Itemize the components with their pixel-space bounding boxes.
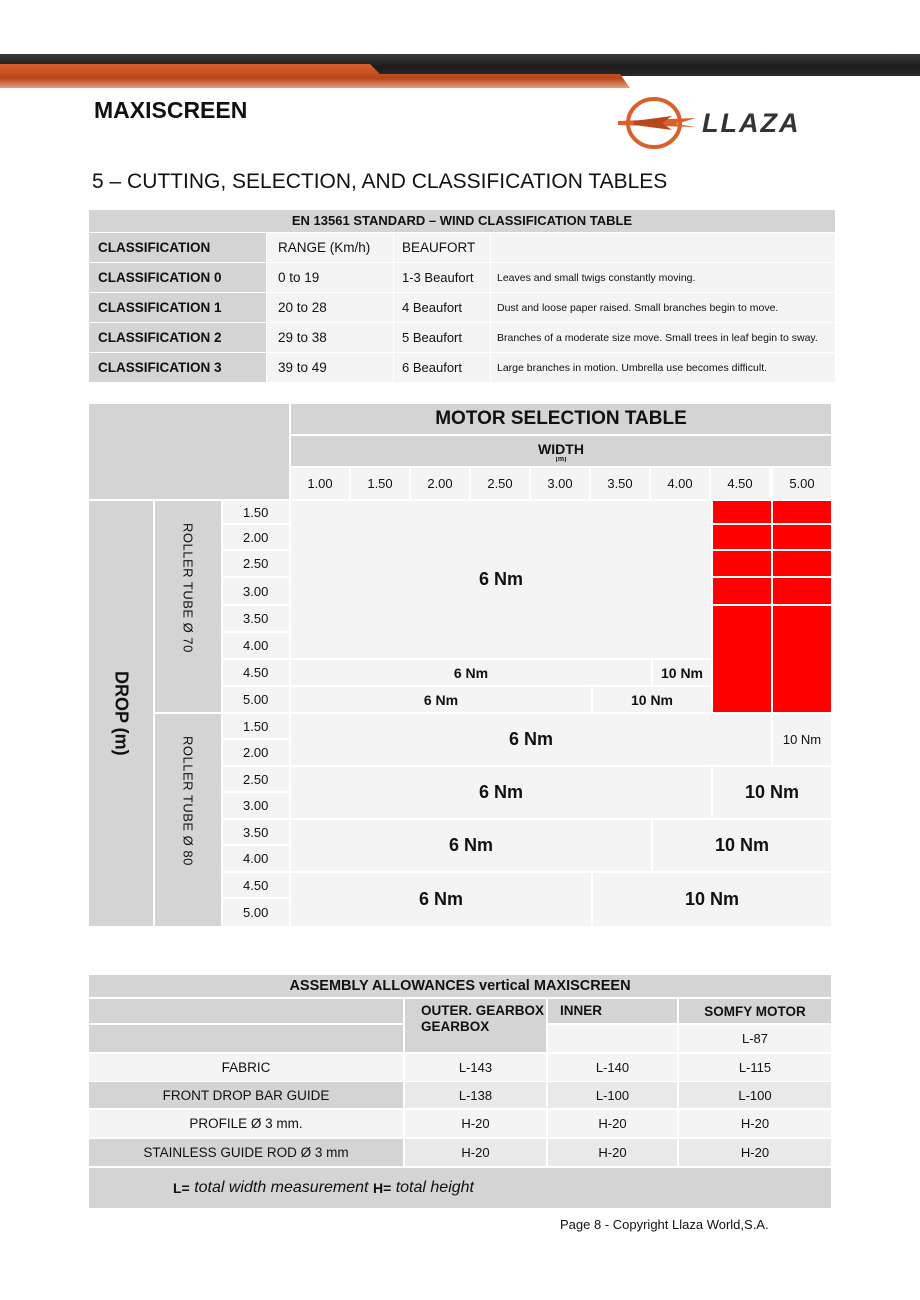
not-available-cell (713, 501, 771, 523)
col-inner: INNER (548, 999, 677, 1023)
assembly-row-somfy: H-20 (679, 1110, 831, 1137)
table-row (89, 353, 835, 382)
wind-range: 29 to 38 (267, 323, 393, 352)
width-value: 4.00 (651, 468, 709, 499)
assembly-row-outer: L-143 (405, 1054, 546, 1081)
motor-selection-table (89, 404, 831, 926)
motor-table-title: MOTOR SELECTION TABLE (291, 404, 831, 434)
width-value: 5.00 (773, 468, 831, 499)
wind-description: Branches of a moderate size move. Small trees in leaf begin to sway. (491, 323, 835, 352)
assembly-row-label: FABRIC (89, 1054, 403, 1081)
motor-corner-cell (89, 404, 289, 499)
assembly-row-somfy: L-115 (679, 1054, 831, 1081)
drop-value: 1.50 (223, 501, 289, 523)
torque-cell: 10 Nm (713, 767, 831, 818)
assembly-subheader-empty (89, 1025, 403, 1052)
torque-cell: 6 Nm (291, 687, 591, 712)
assembly-header-empty (89, 999, 403, 1023)
not-available-cell (773, 501, 831, 523)
wind-description: Dust and loose paper raised. Small branches begin to move. (491, 293, 835, 322)
llaza-logo (616, 94, 836, 152)
assembly-legend (89, 1168, 831, 1208)
width-unit: (m) (555, 456, 567, 462)
drop-value: 3.00 (223, 793, 289, 818)
torque-cell: 6 Nm (291, 767, 711, 818)
drop-value: 4.50 (223, 660, 289, 685)
wind-range: 20 to 28 (267, 293, 393, 322)
drop-value: 3.00 (223, 578, 289, 604)
table-row (89, 293, 835, 322)
wind-range: 39 to 49 (267, 353, 393, 382)
not-available-cell (713, 551, 771, 576)
assembly-row-inner: H-20 (548, 1110, 677, 1137)
header-decorative-bar (0, 54, 920, 88)
legend-h-text: total height (395, 1179, 474, 1196)
not-available-cell (773, 578, 831, 604)
table-row (89, 263, 835, 292)
assembly-row-somfy: H-20 (679, 1139, 831, 1166)
page-footer: Page 8 - Copyright Llaza World,S.A. (560, 1217, 769, 1232)
torque-cell: 6 Nm (291, 714, 771, 765)
assembly-row-label: PROFILE Ø 3 mm. (89, 1110, 403, 1137)
wind-classification: CLASSIFICATION 1 (89, 293, 266, 322)
wind-beaufort: 1-3 Beaufort (394, 263, 490, 292)
legend-l-key: L= (173, 1180, 190, 1196)
wind-table-header-row (89, 233, 835, 262)
drop-axis-label-cell (89, 501, 153, 926)
assembly-row-label: FRONT DROP BAR GUIDE (89, 1082, 403, 1108)
drop-value: 2.50 (223, 767, 289, 791)
wind-classification-table (89, 210, 835, 382)
width-value: 4.50 (711, 468, 769, 499)
somfy-extra-value: L-87 (679, 1025, 831, 1052)
document-title: MAXISCREEN (94, 97, 248, 123)
width-value: 2.00 (411, 468, 469, 499)
drop-value: 4.00 (223, 846, 289, 871)
not-available-cell (713, 525, 771, 549)
not-available-cell (713, 606, 771, 712)
width-value: 1.50 (351, 468, 409, 499)
width-label: WIDTH (538, 440, 584, 457)
wind-beaufort: 5 Beaufort (394, 323, 490, 352)
assembly-row-label: STAINLESS GUIDE ROD Ø 3 mm (89, 1139, 403, 1166)
logo-text: LLAZA (702, 108, 801, 138)
assembly-table-title: ASSEMBLY ALLOWANCES vertical MAXISCREEN (89, 975, 831, 997)
assembly-row-somfy: L-100 (679, 1082, 831, 1108)
wind-beaufort: 4 Beaufort (394, 293, 490, 322)
torque-cell: 10 Nm (653, 820, 831, 871)
llaza-logo-icon (616, 94, 836, 152)
assembly-row-inner: L-100 (548, 1082, 677, 1108)
table-row (89, 323, 835, 352)
drop-value: 2.00 (223, 525, 289, 549)
width-value: 3.50 (591, 468, 649, 499)
section-title: 5 – CUTTING, SELECTION, AND CLASSIFICATION TABLES (92, 170, 668, 193)
torque-cell: 10 Nm (593, 873, 831, 926)
wind-description: Leaves and small twigs constantly moving. (491, 263, 835, 292)
assembly-subheader-inner (548, 1025, 677, 1052)
wind-col-classification: CLASSIFICATION (89, 233, 266, 262)
wind-beaufort: 6 Beaufort (394, 353, 490, 382)
width-value: 3.00 (531, 468, 589, 499)
torque-cell: 10 Nm (593, 687, 711, 712)
torque-cell: 6 Nm (291, 660, 651, 685)
width-value: 2.50 (471, 468, 529, 499)
torque-cell: 10 Nm (773, 714, 831, 765)
wind-col-description (491, 233, 835, 262)
wind-range: 0 to 19 (267, 263, 393, 292)
not-available-cell (773, 606, 831, 712)
wind-classification: CLASSIFICATION 3 (89, 353, 266, 382)
wind-table-title: EN 13561 STANDARD – WIND CLASSIFICATION TABLE (89, 210, 835, 232)
wind-classification: CLASSIFICATION 2 (89, 323, 266, 352)
col-somfy-motor: SOMFY MOTOR (679, 999, 831, 1023)
assembly-row-outer: L-138 (405, 1082, 546, 1108)
drop-value: 1.50 (223, 714, 289, 738)
width-value: 1.00 (291, 468, 349, 499)
wind-col-range: RANGE (Km/h) (267, 233, 393, 262)
drop-value: 2.50 (223, 551, 289, 576)
assembly-row-outer: H-20 (405, 1139, 546, 1166)
roller-tube-70-label: ROLLER TUBE Ø 70 (180, 523, 196, 653)
torque-cell-fill (653, 501, 711, 658)
drop-value: 5.00 (223, 687, 289, 712)
wind-col-beaufort: BEAUFORT (394, 233, 490, 262)
drop-value: 5.00 (223, 899, 289, 926)
not-available-cell (713, 578, 771, 604)
drop-value: 3.50 (223, 820, 289, 844)
drop-axis-label: DROP (m) (111, 671, 132, 756)
wind-description: Large branches in motion. Umbrella use becomes difficult. (491, 353, 835, 382)
drop-value: 4.00 (223, 633, 289, 658)
assembly-row-inner: L-140 (548, 1054, 677, 1081)
not-available-cell (773, 525, 831, 549)
drop-value: 4.50 (223, 873, 289, 897)
not-available-cell (773, 551, 831, 576)
roller-tube-70-cell (155, 501, 221, 712)
legend-h-key: H= (372, 1180, 392, 1196)
torque-cell: 6 Nm (291, 820, 651, 871)
width-header (291, 436, 831, 466)
roller-tube-80-cell (155, 714, 221, 926)
wind-classification: CLASSIFICATION 0 (89, 263, 266, 292)
legend-l-text: total width measurement (194, 1179, 369, 1196)
assembly-row-outer: H-20 (405, 1110, 546, 1137)
drop-value: 3.50 (223, 606, 289, 631)
assembly-allowances-table (89, 975, 831, 1208)
roller-tube-80-label: ROLLER TUBE Ø 80 (180, 736, 196, 866)
torque-cell: 10 Nm (653, 660, 711, 685)
torque-cell: 6 Nm (291, 873, 591, 926)
torque-cell: 6 Nm (291, 501, 711, 658)
assembly-row-inner: H-20 (548, 1139, 677, 1166)
drop-value: 2.00 (223, 740, 289, 765)
col-outer-gearbox: OUTER. GEARBOX GEARBOX (405, 999, 546, 1052)
